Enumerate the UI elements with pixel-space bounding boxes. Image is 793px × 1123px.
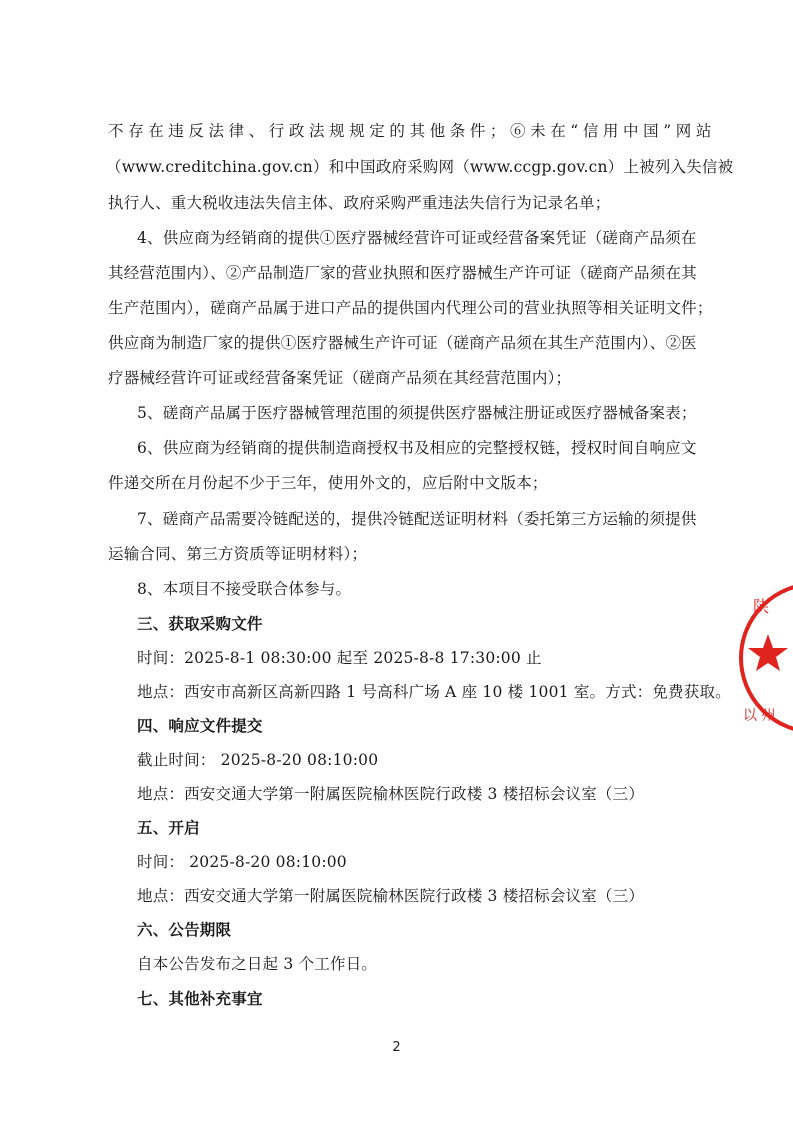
section-heading-7: 七、其他补充事宜 <box>137 989 263 1008</box>
seal-text-top: 陕 <box>753 597 770 616</box>
page-number: 2 <box>392 1040 401 1055</box>
text-line-23: 地点：西安交通大学第一附属医院榆林医院行政楼 3 楼招标会议室（三） <box>137 886 645 905</box>
text-line-9: 5、磋商产品属于医疗器械管理范围的须提供医疗器械注册证或医疗器械备案表； <box>137 403 697 422</box>
section-heading-6: 六、公告期限 <box>137 920 232 939</box>
text-line-22: 时间： 2025-8-20 08:10:00 <box>137 852 347 871</box>
text-line-7: 供应商为制造厂家的提供①医疗器械生产许可证（磋商产品须在其生产范围内）、②医 <box>108 333 697 352</box>
text-line-3: 执行人、重大税收违法失信主体、政府采购严重违法失信行为记录名单； <box>108 193 611 212</box>
official-seal-stamp <box>735 578 793 738</box>
text-line-12: 7、磋商产品需要冷链配送的，提供冷链配送证明材料（委托第三方运输的须提供 <box>137 509 697 528</box>
text-line-8: 疗器械经营许可证或经营备案凭证（磋商产品须在其经营范围内）； <box>108 368 572 387</box>
text-line-25: 自本公告发布之日起 3 个工作日。 <box>137 954 378 973</box>
section-heading-4: 四、响应文件提交 <box>137 716 263 735</box>
text-line-14: 8、本项目不接受联合体参与。 <box>137 579 352 598</box>
text-line-13: 运输合同、第三方资质等证明材料）； <box>108 544 368 563</box>
seal-text-bottom: 以 州 <box>743 708 776 724</box>
section-heading-5: 五、开启 <box>137 818 200 837</box>
section-heading-3: 三、获取采购文件 <box>137 614 263 633</box>
seal-icon <box>735 578 793 738</box>
text-line-6: 生产范围内），磋商产品属于进口产品的提供国内代理公司的营业执照等相关证明文件； <box>108 298 713 317</box>
text-line-19: 截止时间： 2025-8-20 08:10:00 <box>137 750 379 769</box>
text-line-10: 6、供应商为经销商的提供制造商授权书及相应的完整授权链，授权时间自响应文 <box>137 438 697 457</box>
text-line-17: 地点：西安市高新区高新四路 1 号高科广场 A 座 10 楼 1001 室。方式：免费获取。 <box>137 682 731 701</box>
text-line-20: 地点：西安交通大学第一附属医院榆林医院行政楼 3 楼招标会议室（三） <box>137 784 645 803</box>
text-line-1: 不存在违反法律、行政法规规定的其他条件；⑥未在“信用中国”网站 <box>108 121 716 140</box>
text-line-4: 4、供应商为经销商的提供①医疗器械经营许可证或经营备案凭证（磋商产品须在 <box>137 228 697 247</box>
text-line-2: （www.creditchina.gov.cn）和中国政府采购网（www.ccgp.gov.cn）上被列入失信被 <box>106 157 734 176</box>
text-line-11: 件递交所在月份起不少于三年，使用外文的，应后附中文版本； <box>108 473 548 492</box>
text-line-5: 其经营范围内）、②产品制造厂家的营业执照和医疗器械生产许可证（磋商产品须在其 <box>108 263 697 282</box>
text-line-16: 时间：2025-8-1 08:30:00 起至 2025-8-8 17:30:00 止 <box>137 648 542 667</box>
